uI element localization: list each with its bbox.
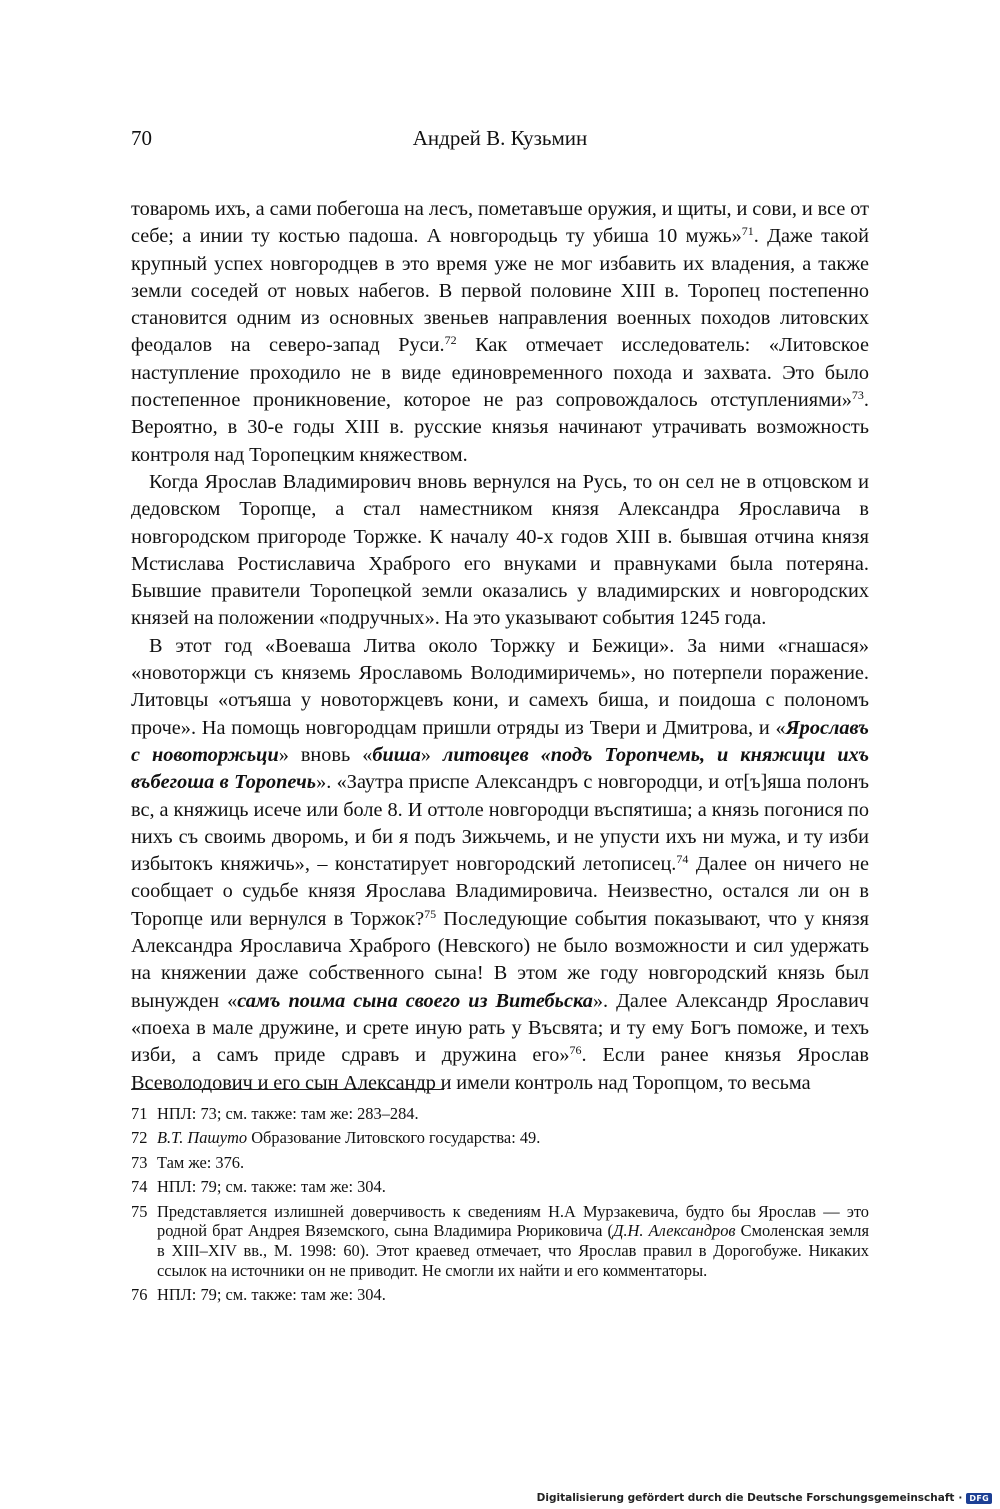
footnote-74 [131,1177,869,1197]
footnote-separator [131,1089,444,1090]
footnote-ref-74[interactable]: 74 [676,852,689,867]
footnote-number: 76 [131,1285,148,1305]
emphasis-quote: Ярославъ с новоторжьци [131,716,869,766]
emphasis-quote: биша [372,743,421,766]
paragraph-1: товаромь ихъ, а сами побегоша на лесъ, пометавъше оружия, и щиты, и сови, и все от себе; а инии ту костью падоша. А новгородьць ту убиша 10 мужь»$^{71}$. Даже такой крупный успех новгородцев в это время уже не мог избавить их владения, а также земли соседей от новых набегов. В первой половине XIII в. Торопец постепенно становится одним из основных звеньев направления военных походов литовских феодалов на северо-запад Руси.$^{72}$ Как отмечает исследователь: «Литовское наступление проходило не в виде единовременного похода и захвата. Это было постепенное проникновение, которое не раз сопровождалось отступлениями»$^{73}$. Вероятно, в 30-е годы XIII в. русские князья начинают утрачивать возможность контроля над Торопецким княжеством. [131,198,870,466]
footnote-71 [131,1104,869,1124]
footnote-text: НПЛ: 79; см. также: там же: 304. [157,1285,386,1305]
footnote-author: В.Т. Пашуто [157,1128,248,1148]
digitization-notice: Digitalisierung gefördert durch die Deutsche Forschungsgemeinschaft · DFG [537,1492,992,1504]
digitization-text: Digitalisierung gefördert durch die Deutsche Forschungsgemeinschaft [536,1492,955,1504]
footnote-text: Там же: 376. [157,1152,245,1172]
footnote-text: Представляется излишней доверчивость к сведениям Н.А Мурзакевича, будто бы Ярослав — это родной брат Андрея Вяземского, сына Владимира Рюриковича (Д.Н. Александров Смоленская земля в XIII–XIV вв., М. 1998: 60). Этот краевед отмечает, что Ярослав правил в Дорогобуже. Никаких ссылок на источники он не приводит. Не смогли их найти и его комментаторы. [157,1201,869,1280]
footnote-ref-72[interactable]: 72 [444,333,457,348]
footnote-number: 75 [131,1201,148,1221]
body-text [131,196,869,1097]
footnote-text: НПЛ: 73; см. также: там же: 283–284. [157,1104,419,1123]
footnote-number: 71 [131,1104,148,1123]
footnote-number: 74 [131,1177,148,1197]
footnote-number: 72 [131,1128,148,1148]
page-number: 70 [131,126,152,150]
footnote-73 [131,1153,869,1173]
footnote-text: В.Т. Пашуто Образование Литовского государства: 49. [157,1128,541,1148]
footnotes [131,1104,869,1310]
footnote-text: НПЛ: 79; см. также: там же: 304. [157,1177,386,1197]
footnote-76 [131,1285,869,1305]
page-header [131,126,869,160]
footnote-75 [131,1202,869,1281]
footnote-72 [131,1128,869,1148]
dfg-logo-icon: DFG [966,1493,992,1504]
footnote-ref-73[interactable]: 73 [851,388,864,403]
footnote-ref-71[interactable]: 71 [741,224,754,239]
running-head: Андрей В. Кузьмин [412,126,588,150]
footnote-ref-75[interactable]: 75 [424,906,437,921]
emphasis-quote: литовцев «подъ Торопчемь, и княжици ихъ въбегоша в Торопечь [131,743,869,794]
footnote-ref-76[interactable]: 76 [569,1043,582,1058]
paragraph-2: Когда Ярослав Владимирович вновь вернулся на Русь, то он сел не в отцовском и дедовском Торопце, а стал наместником князя Александра Ярославича в новгородском пригороде Торжке. К началу 40-х годов XIII в. бывшая отчина князя Мстислава Ростиславича Храброго его внуками и правнуками была потеряна. Бывшие правители Торопецкой земли оказались у владимирских и новгородских князей на положении «подручных». На это указывают события 1245 года. [131,470,869,630]
footnote-number: 73 [131,1152,148,1172]
footnote-author: Д.Н. Александров [613,1221,736,1241]
emphasis-quote: самъ поима сына своего из Витебьска [237,989,593,1012]
paragraph-3: В этот год «Воеваша Литва около Торжку и Бежици». За ними «гнашася» «новоторжци съ княземь Ярославомь Володимиричемь», но потерпели поражение. Литовцы «отъяша у новоторжцевъ кони, и самехъ биша, и поидоша с полономъ проче». На помощь новгородцам пришли отряды из Твери и Дмитрова, и «Ярославъ с новоторжьци» вновь «биша» литовцев «подъ Торопчемь, и княжици ихъ въбегоша в Торопечь». «Заутра приспе Александръ с новгородци, и от[ъ]яша полонъ вс, а княжиць исече или боле 8. И оттоле новгородци въспятиша; а князь погонися по нихъ съ своимь дворомь, и би я подъ Зижьчемь, и не упусти ихъ ни мужа, и ту изби избытокъ княжичь», – констатирует новгородский летописец.$^{74}$ Далее он ничего не сообщает о судьбе князя Ярослава Владимировича. Неизвестно, остался ли он в Торопце или вернулся в Торжок?$^{75}$ Последующие события показывают, что у князя Александра Ярославича Храброго (Невского) не было возможности и сил удержать на княжении даже собственного сына! В этом же году новгородский князь был вынужден «самъ поима сына своего из Витебьска». Далее Александр Ярославич «поеха в мале дружине, и срете иную рать у Въсвята; и ту ему Богъ поможе, и техъ изби, а самъ приде сдравъ и дружина его»$^{76}$. Если ранее князья Ярослав Всеволодович и его сын Александр и имели контроль над Торопцом, то весьма [131,634,869,1094]
